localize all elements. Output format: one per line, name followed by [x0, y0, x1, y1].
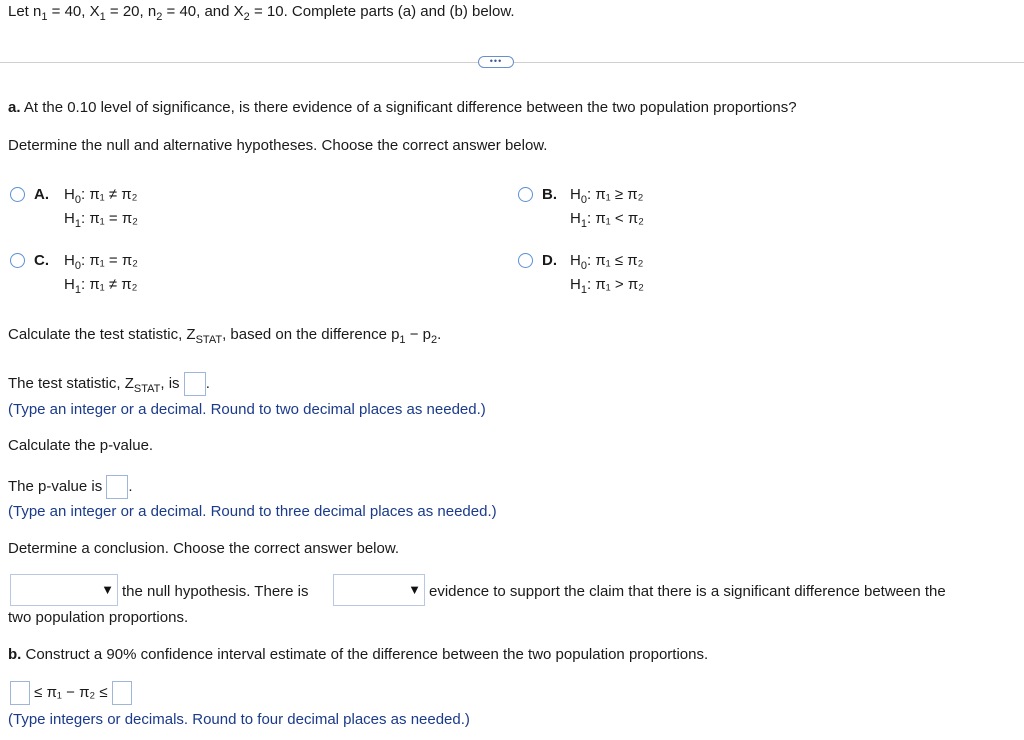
- intro-sub-1: 1: [41, 11, 48, 23]
- option-c-h1: [64, 276, 138, 296]
- colon: :: [80, 252, 90, 269]
- calc-stat-suffix: , based on the difference p: [222, 326, 400, 343]
- h0-label: H: [570, 252, 581, 269]
- calc-stat-instruction: [8, 326, 442, 346]
- colon: :: [586, 210, 596, 227]
- h0-sub: 0: [580, 260, 587, 272]
- h1-label: H: [64, 210, 75, 227]
- test-stat-label: The test statistic, Z: [8, 374, 134, 392]
- ci-upper-input[interactable]: [112, 681, 132, 705]
- intro-text-1: Let n: [8, 3, 42, 20]
- part-a-question: [8, 99, 797, 116]
- colon: :: [80, 210, 90, 227]
- h1-sub: 1: [74, 284, 81, 296]
- calc-stat-text: Calculate the test statistic, Z: [8, 326, 196, 343]
- h0-sub: 0: [74, 260, 81, 272]
- h1-label: H: [570, 210, 581, 227]
- option-d-radio[interactable]: [518, 253, 533, 268]
- zstat-sub: STAT: [195, 334, 223, 346]
- h1-sub: 1: [580, 284, 587, 296]
- ci-lower-input[interactable]: [10, 681, 30, 705]
- chevron-down-icon[interactable]: ▼: [408, 582, 421, 597]
- option-c-h0: [64, 252, 138, 272]
- option-a-h1: [64, 210, 138, 230]
- test-stat-input[interactable]: [184, 372, 206, 396]
- option-d-h0-expr: π₁ ≤ π₂: [595, 252, 644, 269]
- option-b-h1: [570, 210, 644, 230]
- zstat-sub: STAT: [133, 382, 161, 395]
- option-a-h1-expr: π₁ = π₂: [89, 210, 138, 227]
- calc-stat-minus: − p: [405, 326, 431, 343]
- hypotheses-instruction: Determine the null and alternative hypotheses. Choose the correct answer below.: [8, 137, 548, 154]
- option-d-h1-expr: π₁ > π₂: [595, 276, 644, 293]
- p-value-label: The p-value is: [8, 477, 103, 495]
- h1-label: H: [64, 276, 75, 293]
- option-a-radio[interactable]: [10, 187, 25, 202]
- option-b-h0-expr: π₁ ≥ π₂: [595, 186, 644, 203]
- part-b-question-text: Construct a 90% confidence interval estimate of the difference between the two population proportions.: [21, 646, 709, 663]
- h0-sub: 0: [580, 194, 587, 206]
- h1-sub: 1: [74, 218, 81, 230]
- problem-statement: [8, 3, 515, 23]
- option-b-h0: [570, 186, 644, 206]
- conclusion-mid-text: the null hypothesis. There is: [122, 583, 309, 600]
- intro-sub-2: 1: [99, 11, 106, 23]
- colon: :: [80, 276, 90, 293]
- h0-label: H: [64, 252, 75, 269]
- ci-expression: ≤ π₁ − π₂ ≤: [34, 683, 108, 701]
- confidence-interval-line: [10, 681, 132, 705]
- option-c-h1-expr: π₁ ≠ π₂: [89, 276, 138, 293]
- conclusion-end-text: evidence to support the claim that there is a significant difference between the: [429, 583, 946, 600]
- h0-sub: 0: [74, 194, 81, 206]
- p1-sub: 1: [399, 334, 406, 346]
- more-button[interactable]: •••: [478, 56, 514, 68]
- intro-text-3: = 20, n: [105, 3, 157, 20]
- colon: :: [586, 186, 596, 203]
- conclusion-evidence-dropdown[interactable]: [333, 574, 425, 606]
- colon: :: [586, 276, 596, 293]
- intro-sub-3: 2: [156, 11, 163, 23]
- option-b-radio[interactable]: [518, 187, 533, 202]
- option-a-h0-expr: π₁ ≠ π₂: [89, 186, 138, 203]
- ci-hint: (Type integers or decimals. Round to four decimal places as needed.): [8, 711, 470, 728]
- option-c-letter[interactable]: C.: [34, 252, 49, 269]
- h1-label: H: [570, 276, 581, 293]
- option-a-letter[interactable]: A.: [34, 186, 49, 203]
- h1-sub: 1: [580, 218, 587, 230]
- h0-label: H: [64, 186, 75, 203]
- option-d-h0: [570, 252, 644, 272]
- part-a-question-text: At the 0.10 level of significance, is there evidence of a significant difference between the two population proportions?: [20, 99, 797, 116]
- p-value-input[interactable]: [106, 475, 128, 499]
- option-c-h0-expr: π₁ = π₂: [89, 252, 138, 269]
- chevron-down-icon[interactable]: ▼: [101, 582, 114, 597]
- calc-p-instruction: Calculate the p-value.: [8, 437, 154, 454]
- p2-sub: 2: [430, 334, 438, 346]
- h0-label: H: [570, 186, 581, 203]
- intro-text-4: = 40, and X: [162, 3, 244, 20]
- test-stat-suffix: , is: [160, 374, 180, 392]
- test-stat-hint: (Type an integer or a decimal. Round to two decimal places as needed.): [8, 401, 486, 418]
- intro-sub-4: 2: [243, 11, 250, 23]
- part-a-label: a.: [8, 99, 21, 116]
- test-stat-line: [8, 372, 210, 396]
- intro-text-5: = 10. Complete parts (a) and (b) below.: [249, 3, 515, 20]
- p-value-period: .: [128, 477, 133, 495]
- conclusion-instruction: Determine a conclusion. Choose the correct answer below.: [8, 540, 400, 557]
- p-value-line: [8, 475, 133, 499]
- option-a-h0: [64, 186, 138, 206]
- colon: :: [80, 186, 90, 203]
- intro-text-2: = 40, X: [47, 3, 100, 20]
- part-b-question: [8, 646, 708, 663]
- option-b-h1-expr: π₁ < π₂: [595, 210, 644, 227]
- option-c-radio[interactable]: [10, 253, 25, 268]
- option-b-letter[interactable]: B.: [542, 186, 557, 203]
- p-value-hint: (Type an integer or a decimal. Round to three decimal places as needed.): [8, 503, 497, 520]
- option-d-h1: [570, 276, 644, 296]
- conclusion-reject-dropdown[interactable]: [10, 574, 118, 606]
- calc-stat-end: .: [437, 326, 442, 343]
- colon: :: [586, 252, 596, 269]
- option-d-letter[interactable]: D.: [542, 252, 557, 269]
- conclusion-line2: two population proportions.: [8, 609, 189, 626]
- test-stat-period: .: [205, 374, 210, 392]
- part-b-label: b.: [8, 646, 22, 663]
